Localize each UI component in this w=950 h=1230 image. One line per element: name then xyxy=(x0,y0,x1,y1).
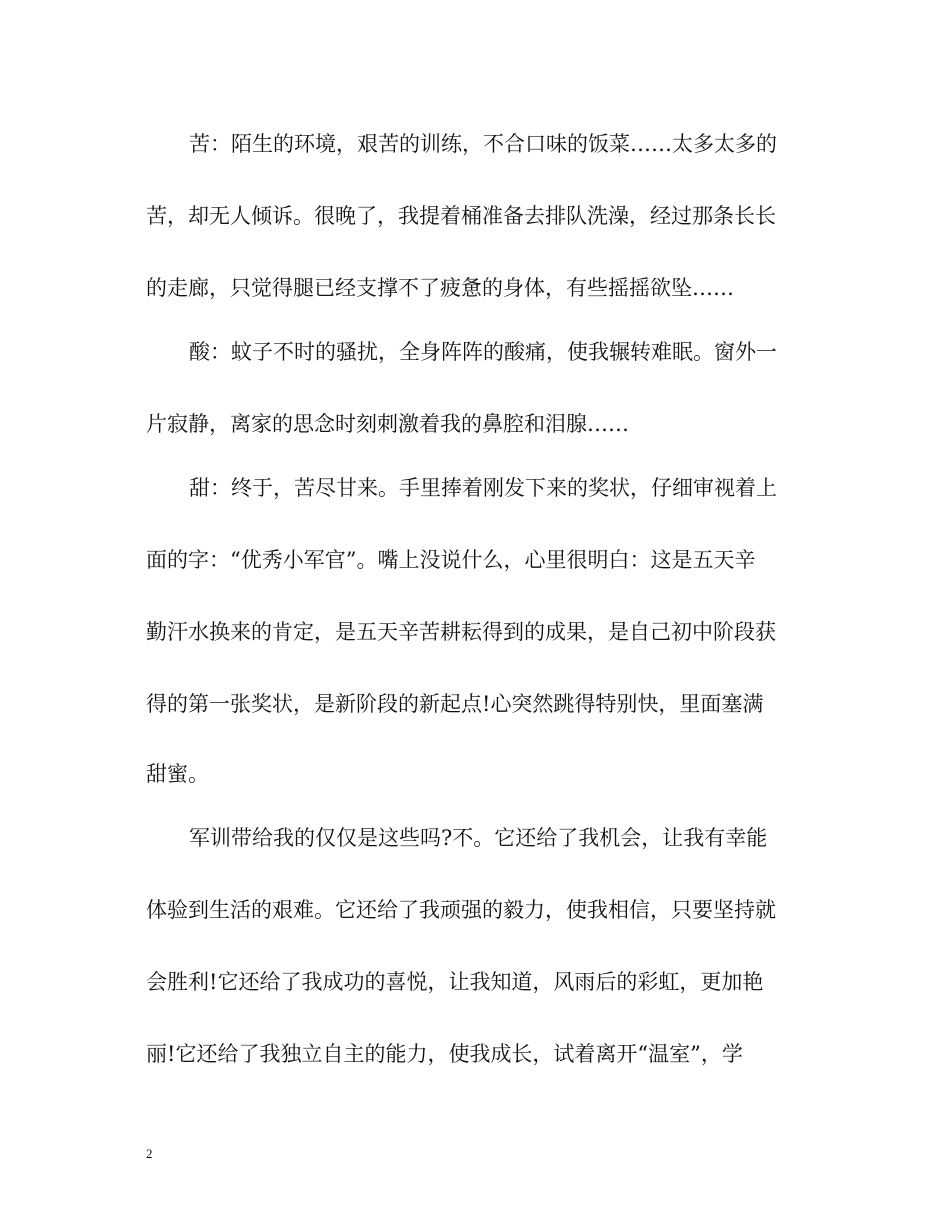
text-line-3: 的走廊，只觉得腿已经支撑不了疲惫的身体，有些摇摇欲坠…… xyxy=(146,276,734,300)
text-line-7: 面的字：“优秀小军官”。嘴上没说什么，心里很明白：这是五天辛 xyxy=(146,548,756,572)
text-line-8: 勤汗水换来的肯定，是五天辛苦耕耘得到的成果，是自己初中阶段获 xyxy=(146,620,776,644)
text-line-5: 片寂静，离家的思念时刻刺激着我的鼻腔和泪腺…… xyxy=(146,412,629,436)
text-line-10: 甜蜜。 xyxy=(146,762,209,786)
text-line-12: 体验到生活的艰难。它还给了我顽强的毅力，使我相信，只要坚持就 xyxy=(146,898,776,922)
text-line-9: 得的第一张奖状，是新阶段的新起点!心突然跳得特别快，里面塞满 xyxy=(146,692,764,716)
text-line-13: 会胜利!它还给了我成功的喜悦，让我知道，风雨后的彩虹，更加艳 xyxy=(146,970,764,994)
text-line-1: 苦：陌生的环境，艰苦的训练，不合口味的饭菜……太多太多的 xyxy=(189,132,777,156)
text-line-11: 军训带给我的仅仅是这些吗?不。它还给了我机会，让我有幸能 xyxy=(189,826,768,850)
page-number: 2 xyxy=(146,1146,153,1161)
text-line-4: 酸：蚊子不时的骚扰，全身阵阵的酸痛，使我辗转难眠。窗外一 xyxy=(189,340,777,364)
text-line-14: 丽!它还给了我独立自主的能力，使我成长，试着离开“温室”，学 xyxy=(146,1042,743,1066)
text-line-6: 甜：终于，苦尽甘来。手里捧着刚发下来的奖状，仔细审视着上 xyxy=(189,476,777,500)
text-line-2: 苦，却无人倾诉。很晚了，我提着桶准备去排队洗澡，经过那条长长 xyxy=(146,204,776,228)
